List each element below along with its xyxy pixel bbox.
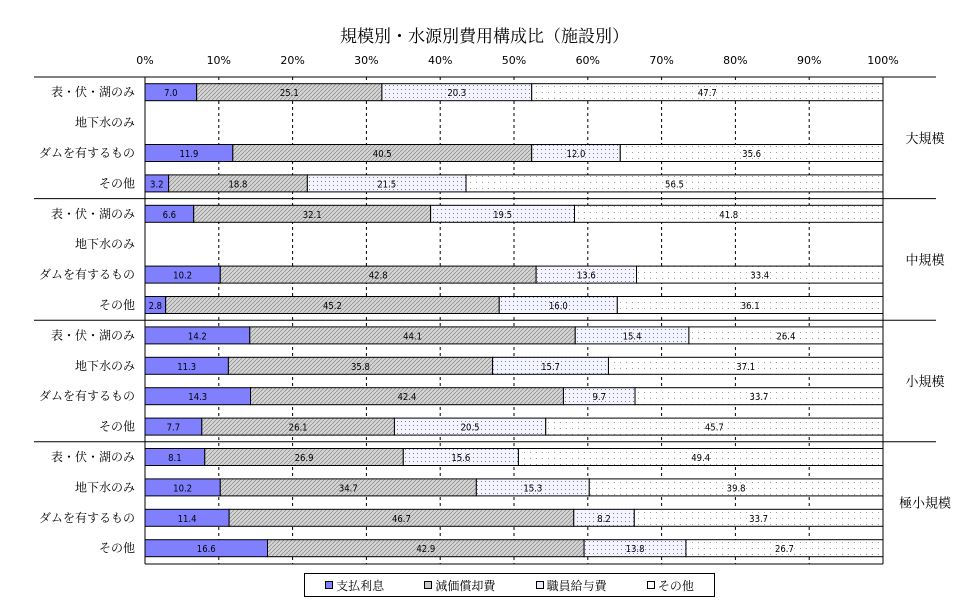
data-label: 19.5 xyxy=(493,209,513,222)
data-label: 32.1 xyxy=(302,209,322,222)
data-label: 41.8 xyxy=(719,209,739,222)
data-label: 20.3 xyxy=(447,87,467,100)
legend-label-other: その他 xyxy=(657,578,694,593)
data-label: 11.9 xyxy=(179,148,199,161)
data-label: 40.5 xyxy=(372,148,392,161)
legend-swatch-salary xyxy=(536,581,544,589)
data-label: 42.8 xyxy=(368,269,388,282)
data-label: 8.1 xyxy=(168,452,182,465)
x-tick-label: 10% xyxy=(206,54,232,67)
data-label: 12.0 xyxy=(566,148,586,161)
legend-item-salary xyxy=(536,577,607,594)
group-label: 中規模 xyxy=(905,253,945,269)
legend-swatch-depreciation xyxy=(424,581,432,589)
category-label: 表・伏・湖のみ xyxy=(50,328,135,343)
legend-swatch-interest xyxy=(325,581,333,589)
data-label: 6.6 xyxy=(162,209,177,222)
data-label: 20.5 xyxy=(460,421,480,434)
category-label: 地下水のみ xyxy=(74,115,135,130)
data-label: 45.7 xyxy=(704,421,724,434)
data-label: 34.7 xyxy=(338,482,358,495)
x-tick-label: 70% xyxy=(649,54,674,67)
data-label: 2.8 xyxy=(148,300,163,313)
data-label: 33.7 xyxy=(749,391,769,404)
x-tick-label: 40% xyxy=(427,54,453,67)
data-label: 15.6 xyxy=(451,452,471,465)
category-label: ダムを有するもの xyxy=(38,389,135,404)
data-label: 33.7 xyxy=(749,513,769,526)
group-label: 小規模 xyxy=(905,375,945,390)
x-tick-label: 50% xyxy=(501,54,527,67)
x-tick-label: 20% xyxy=(280,54,305,67)
data-label: 10.2 xyxy=(173,482,193,495)
data-label: 8.2 xyxy=(597,513,611,526)
x-tick-label: 0% xyxy=(136,54,154,67)
data-label: 26.4 xyxy=(776,330,796,343)
category-label: 地下水のみ xyxy=(74,237,135,252)
category-label: ダムを有するもの xyxy=(38,146,135,160)
data-label: 15.7 xyxy=(541,361,560,374)
data-label: 13.6 xyxy=(576,269,596,282)
data-label: 46.7 xyxy=(392,513,411,526)
data-label: 26.9 xyxy=(294,452,314,465)
data-label: 36.1 xyxy=(740,300,760,313)
legend-item-interest xyxy=(325,577,384,594)
data-label: 37.1 xyxy=(736,361,756,374)
category-label: 表・伏・湖のみ xyxy=(50,85,135,100)
data-label: 15.4 xyxy=(622,330,642,343)
data-label: 26.1 xyxy=(288,421,308,434)
category-label: その他 xyxy=(98,541,135,556)
data-label: 9.7 xyxy=(592,391,606,404)
category-label: 表・伏・湖のみ xyxy=(50,206,135,221)
legend-item-other xyxy=(647,577,694,594)
legend-label-depreciation: 減価償却費 xyxy=(435,578,496,593)
data-label: 10.2 xyxy=(173,269,193,282)
category-label: 表・伏・湖のみ xyxy=(50,450,135,464)
data-label: 7.7 xyxy=(166,421,181,434)
legend-item-depreciation xyxy=(424,577,495,594)
category-label: その他 xyxy=(98,419,135,434)
category-label: ダムを有するもの xyxy=(38,510,135,525)
x-tick-label: 100% xyxy=(867,54,899,67)
data-label: 14.3 xyxy=(188,391,208,404)
data-label: 14.2 xyxy=(187,330,207,343)
data-label: 26.7 xyxy=(775,543,794,556)
x-tick-label: 30% xyxy=(354,54,379,67)
legend-swatch-other xyxy=(647,581,655,589)
data-label: 45.2 xyxy=(322,300,342,313)
data-label: 56.5 xyxy=(665,178,684,191)
legend-label-interest: 支払利息 xyxy=(336,578,385,593)
data-label: 35.6 xyxy=(742,148,762,161)
data-label: 49.4 xyxy=(691,452,711,465)
data-label: 47.7 xyxy=(697,87,717,100)
data-label: 11.4 xyxy=(177,513,197,526)
data-label: 35.8 xyxy=(351,361,370,374)
data-label: 13.8 xyxy=(625,543,645,556)
group-label: 極小規模 xyxy=(898,496,952,512)
data-label: 11.3 xyxy=(177,361,197,374)
data-label: 39.8 xyxy=(726,482,746,495)
category-label: 地下水のみ xyxy=(74,480,135,495)
data-label: 15.3 xyxy=(523,482,543,495)
group-label: 大規模 xyxy=(905,131,945,147)
data-label: 21.5 xyxy=(377,178,397,191)
data-label: 42.9 xyxy=(416,543,436,556)
data-label: 3.2 xyxy=(150,178,164,191)
data-label: 42.4 xyxy=(397,391,417,404)
data-label: 16.6 xyxy=(196,543,216,556)
category-label: 地下水のみ xyxy=(74,358,135,373)
data-label: 16.0 xyxy=(548,300,568,313)
x-tick-label: 80% xyxy=(723,54,748,67)
data-label: 33.4 xyxy=(750,269,770,282)
x-tick-label: 90% xyxy=(796,54,822,67)
chart-legend xyxy=(304,573,715,597)
category-label: その他 xyxy=(98,176,135,191)
category-label: ダムを有するもの xyxy=(38,267,135,282)
data-label: 44.1 xyxy=(403,330,422,343)
x-tick-label: 60% xyxy=(575,54,601,67)
legend-label-salary: 職員給与費 xyxy=(546,578,607,593)
data-label: 25.1 xyxy=(279,87,299,100)
chart-title: 規模別・水源別費用構成比（施設別） xyxy=(340,27,629,47)
data-label: 18.8 xyxy=(228,178,248,191)
data-label: 7.0 xyxy=(164,87,178,100)
category-label: その他 xyxy=(98,298,135,312)
